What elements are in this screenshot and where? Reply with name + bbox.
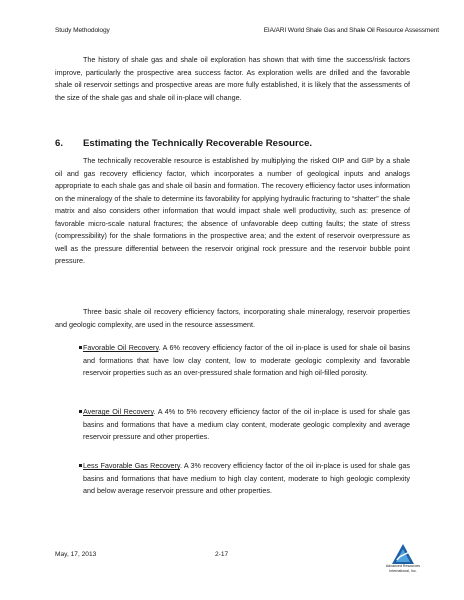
section-heading: [55, 138, 312, 149]
footer-date: May, 17, 2013: [55, 551, 97, 558]
bullet-term: Favorable Oil Recovery: [83, 343, 159, 352]
bullet-text: . A 3% recovery efficiency factor of the oil in-place is used for shale gas basins and formations that have medium to high clay content, moderate to high geologic complexity and below average reservoir pressure and other properties.: [83, 461, 410, 495]
paragraph-history: The history of shale gas and shale oil exploration has shown that with time the success/risk factors improve, particularly the prospective area success factor. As exploration wells are drilled and the favorable shale oil reservoir settings and prospective areas are more fully established, it is likely that the assessments of the size of the shale gas and shale oil in-place will change.: [55, 55, 410, 102]
bullet-term: Average Oil Recovery: [83, 407, 154, 416]
bullet-icon: [55, 342, 83, 380]
list-item: [55, 460, 410, 498]
running-header-left: Study Methodology: [55, 27, 110, 34]
bullet-term: Less Favorable Gas Recovery: [83, 461, 180, 470]
section-number: 6.: [55, 138, 64, 149]
page-number: 2-17: [215, 551, 229, 558]
company-logo: [368, 543, 438, 585]
running-header-right: EIA/ARI World Shale Gas and Shale Oil Resource Assessment: [263, 27, 439, 34]
bullet-icon: [55, 406, 83, 444]
paragraph-recoverable-resource: The technically recoverable resource is established by multiplying the risked OIP and GIP by a shale oil and gas recovery efficiency factor, which incorporates a number of geological inputs and analogs appropriate to each shale gas and shale oil basin and formation. The recovery efficiency factor uses information on the mineralogy of the shale to determine its favorability for applying hydraulic fracturing to “shatter” the shale matrix and also considers other information that would impact shale well productivity, such as: presence of favorable micro-scale natural fractures; the absence of unfavorable deep cutting faults; the state of stress (compressibility) for the shale formations in the prospective area; and the extent of reservoir overpressure as well as the pressure differential between the reservoir original rock pressure and the reservoir bubble point pressure.: [55, 156, 410, 265]
logo-mark-icon: [391, 543, 415, 565]
logo-text-line2: International, Inc.: [389, 569, 417, 573]
list-item: [55, 406, 410, 444]
list-item: [55, 342, 410, 380]
section-title: Estimating the Technically Recoverable Resource.: [83, 138, 313, 149]
paragraph-recovery-factors: Three basic shale oil recovery efficiency factors, incorporating shale mineralogy, reservoir properties and geologic complexity, are used in the resource assessment.: [55, 307, 410, 329]
logo-text-line1: Advanced Resources: [385, 564, 421, 568]
bullet-text: . A 6% recovery efficiency factor of the oil in-place is used for shale oil basins and formations that have low clay content, low to moderate geologic complexity and favorable reservoir properties such as an over-pressured shale formation and high oil-filled porosity.: [83, 343, 410, 377]
bullet-icon: [55, 460, 83, 498]
bullet-text: . A 4% to 5% recovery efficiency factor of the oil in-place is used for shale gas basins and formations that have a medium clay content, moderate geologic complexity and average reservoir pressure and other properties.: [83, 407, 410, 441]
